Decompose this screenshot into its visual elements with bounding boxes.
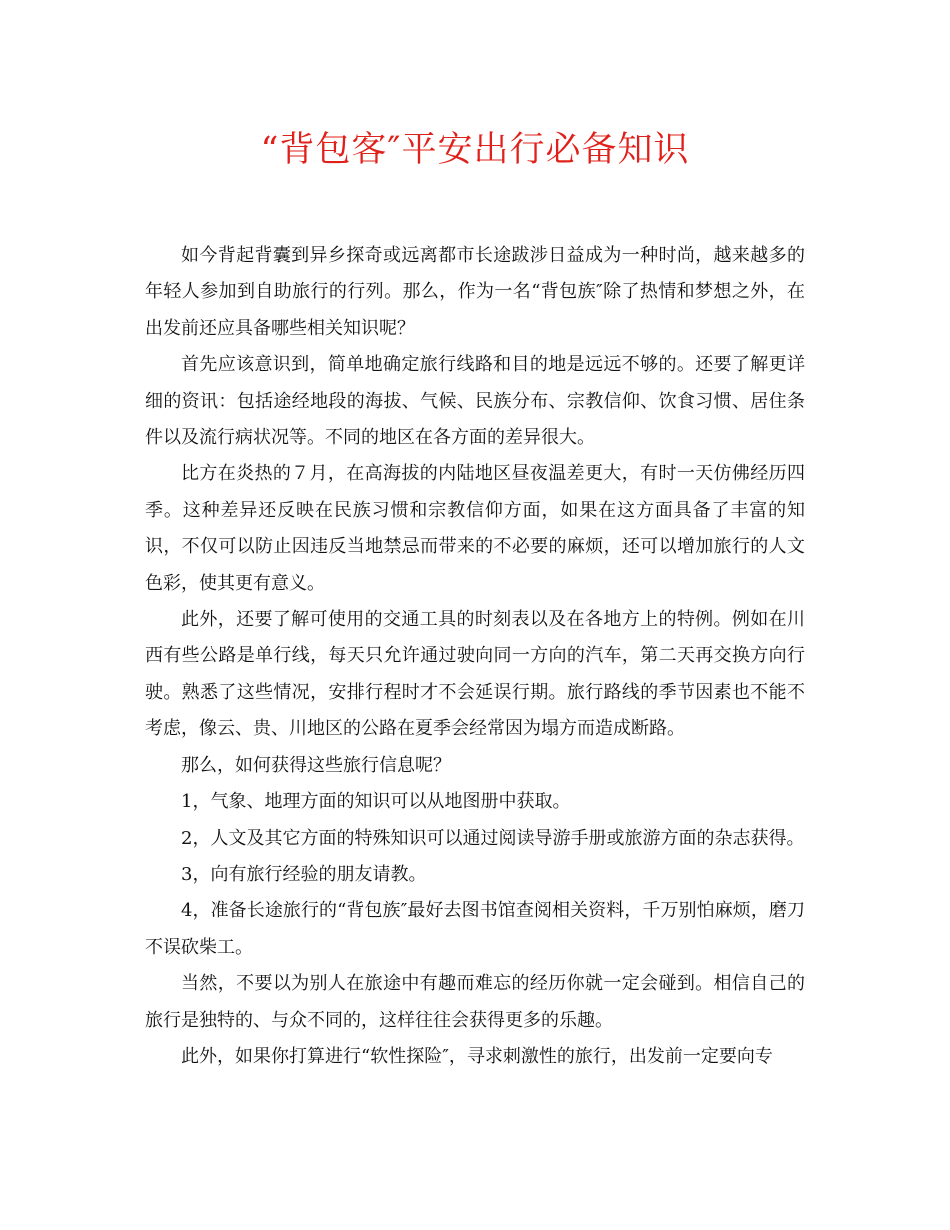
document-body [145,238,805,1075]
paragraph: 那么，如何获得这些旅行信息呢？ [181,754,451,776]
document-title: “背包客″平安出行必备知识 [260,130,690,170]
list-item: 1，气象、地理方面的知识可以从地图册中获取。 [181,791,571,813]
list-item: 4，准备长途旅行的“背包族″最好去图书馆查阅相关资料，千万别怕麻烦，磨刀不误砍柴工。 [145,900,805,958]
paragraph: 比方在炎热的７月，在高海拔的内陆地区昼夜温差更大，有时一天仿佛经历四季。这种差异还反映在民族习惯和宗教信仰方面，如果在这方面具备了丰富的知识，不仅可以防止因违反当地禁忌而带来的不必要的麻烦，还可以增加旅行的人文色彩，使其更有意义。 [145,463,805,594]
paragraph: 此外，还要了解可使用的交通工具的时刻表以及在各地方上的特例。例如在川西有些公路是单行线，每天只允许通过驶向同一方向的汽车，第二天再交换方向行驶。熟悉了这些情况，安排行程时才不会延误行期。旅行路线的季节因素也不能不考虑，像云、贵、川地区的公路在夏季会经常因为塌方而造成断路。 [145,609,805,740]
list-item: 2，人文及其它方面的特殊知识可以通过阅读导游手册或旅游方面的杂志获得。 [181,827,805,849]
list-item: 3，向有旅行经验的朋友请教。 [181,863,427,885]
paragraph: 当然，不要以为别人在旅途中有趣而难忘的经历你就一定会碰到。相信自己的旅行是独特的、与众不同的，这样往往会获得更多的乐趣。 [145,973,805,1031]
paragraph: 首先应该意识到，简单地确定旅行线路和目的地是远远不够的。还要了解更详细的资讯：包括途经地段的海拔、气候、民族分布、宗教信仰、饮食习惯、居住条件以及流行病状况等。不同的地区在各方面的差异很大。 [145,354,805,449]
paragraph: 此外，如果你打算进行“软性探险″，寻求刺激性的旅行，出发前一定要向专 [181,1045,773,1067]
paragraph: 如今背起背囊到异乡探奇或远离都市长途跋涉日益成为一种时尚，越来越多的年轻人参加到自助旅行的行列。那么，作为一名“背包族″除了热情和梦想之外，在出发前还应具备哪些相关知识呢？ [145,245,805,339]
